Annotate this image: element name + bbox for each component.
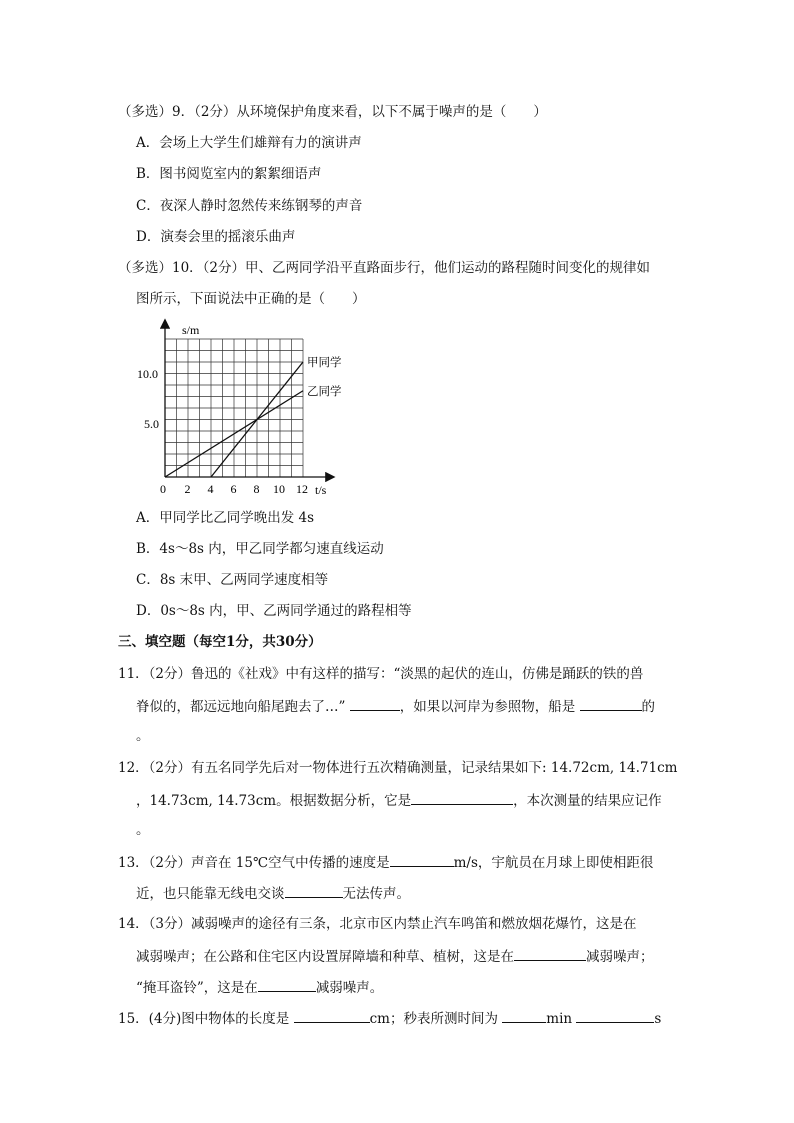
q10-stem-line1: （多选）10．（2分）甲、乙两同学沿平直路面步行，他们运动的路程随时间变化的规律如 xyxy=(118,260,651,276)
q14-text-b: 减弱噪声； xyxy=(586,949,654,965)
series-label-jia: 甲同学 xyxy=(307,357,342,369)
q13-text-a: 13．（2分）声音在 15℃空气中传播的速度是 xyxy=(118,855,390,871)
series-label-yi: 乙同学 xyxy=(307,385,342,398)
x-tick-labels xyxy=(160,482,308,496)
q9-option-b: B．图书阅览室内的絮絮细语声 xyxy=(136,166,322,182)
q10-stem-line2: 图所示，下面说法中正确的是（ ） xyxy=(136,291,366,307)
q13-line2 xyxy=(136,883,410,903)
q15-blank-1[interactable] xyxy=(294,1008,370,1023)
q11-text-a: 脊似的，都远远地向船尾跑去了…” xyxy=(136,699,346,715)
q9-stem: （多选）9．（2分）从环境保护角度来看，以下不属于噪声的是（ ） xyxy=(118,104,547,120)
y-axis-label: s/m xyxy=(182,323,200,337)
x-axis-label: t/s xyxy=(315,483,327,497)
x-tick-label: 2 xyxy=(184,482,191,496)
y-tick-5: 5.0 xyxy=(144,417,159,431)
chart-series xyxy=(165,356,342,477)
q12-line2 xyxy=(136,790,662,810)
q15-line1 xyxy=(118,1008,661,1028)
x-tick-label: 0 xyxy=(160,482,166,496)
q9-option-d: D．演奏会里的摇滚乐曲声 xyxy=(136,229,296,245)
q14-text-c: “掩耳盗铃”，这是在 xyxy=(136,980,258,996)
q11-blank-2[interactable] xyxy=(580,696,642,711)
q12-line3: 。 xyxy=(136,822,150,838)
q11-text-b: ，如果以河岸为参照物，船是 xyxy=(399,699,576,715)
x-tick-label: 8 xyxy=(253,482,260,496)
q10-option-b: B．4s～8s 内，甲乙同学都匀速直线运动 xyxy=(136,541,384,557)
q15-blank-2[interactable] xyxy=(502,1008,546,1023)
q10-option-c: C．8s 末甲、乙两同学速度相等 xyxy=(136,572,329,588)
chart-grid xyxy=(165,339,303,477)
q14-text-d: 减弱噪声。 xyxy=(315,980,384,996)
q15-text-a: 15．(4分)图中物体的长度是 xyxy=(118,1011,290,1027)
q14-line3 xyxy=(136,977,383,997)
q14-blank-2[interactable] xyxy=(258,977,316,992)
q11-blank-1[interactable] xyxy=(350,696,400,711)
section-title: 三、填空题（每空1分，共30分） xyxy=(118,634,322,650)
q14-blank-1[interactable] xyxy=(514,946,586,961)
q13-blank-1[interactable] xyxy=(390,852,454,867)
q11-line2 xyxy=(136,696,655,716)
q10-option-d: D．0s～8s 内，甲、乙两同学通过的路程相等 xyxy=(136,603,412,619)
x-tick-label: 6 xyxy=(230,482,237,496)
q12-text-b: ，本次测量的结果应记作 xyxy=(513,793,662,809)
q14-text-a: 减弱噪声；在公路和住宅区内设置屏障墙和种草、植树，这是在 xyxy=(136,949,514,965)
q9-option-c: C．夜深人静时忽然传来练钢琴的声音 xyxy=(136,198,363,214)
q11-line1: 11．（2分）鲁迅的《社戏》中有这样的描写：“淡黑的起伏的连山，仿佛是踊跃的铁的兽 xyxy=(118,666,644,682)
q10-option-a: A．甲同学比乙同学晚出发 4s xyxy=(136,510,315,526)
q14-line2 xyxy=(136,946,654,966)
q13-blank-2[interactable] xyxy=(285,883,343,898)
q9-option-a: A．会场上大学生们雄辩有力的演讲声 xyxy=(136,135,362,151)
q11-line3: 。 xyxy=(136,728,150,744)
q15-blank-3[interactable] xyxy=(576,1008,654,1023)
q15-text-b: cm；秒表所测时间为 xyxy=(369,1011,498,1027)
q12-text-a: ，14.73cm, 14.73cm。根据数据分析，它是 xyxy=(136,793,412,809)
x-tick-label: 4 xyxy=(207,482,214,496)
x-tick-label: 12 xyxy=(296,482,308,496)
y-tick-10: 10.0 xyxy=(137,367,158,381)
s-t-graph xyxy=(125,315,365,500)
q12-line1: 12．（2分）有五名同学先后对一物体进行五次精确测量，记录结果如下: 14.72cm, 14.71cm xyxy=(118,760,678,776)
q12-blank-1[interactable] xyxy=(411,790,513,805)
q11-text-c: 的 xyxy=(641,699,655,715)
q15-text-d: s xyxy=(654,1011,662,1027)
q14-line1: 14．（3分）减弱噪声的途径有三条，北京市区内禁止汽车鸣笛和燃放烟花爆竹，这是在 xyxy=(118,916,637,932)
x-tick-label: 10 xyxy=(273,482,285,496)
q13-text-c: 近，也只能靠无线电交谈 xyxy=(136,886,285,902)
q15-text-c: min xyxy=(546,1011,573,1027)
q13-text-b: m/s，宇航员在月球上即使相距很 xyxy=(453,855,654,871)
q13-line1 xyxy=(118,852,653,872)
q13-text-d: 无法传声。 xyxy=(342,886,410,902)
